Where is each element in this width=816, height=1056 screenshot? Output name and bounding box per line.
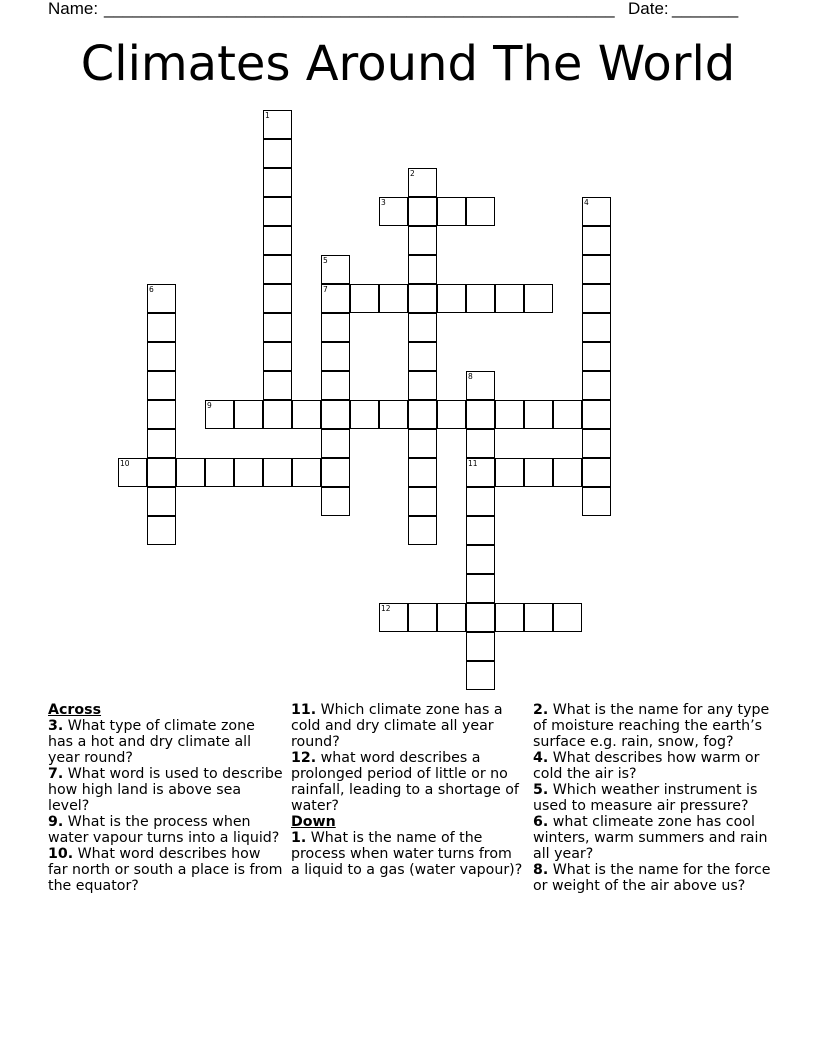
grid-cell[interactable] — [466, 400, 495, 429]
grid-cell[interactable] — [263, 284, 292, 313]
clue-down-4 — [533, 750, 771, 782]
grid-cell[interactable] — [553, 603, 582, 632]
clue-number: 7. — [48, 766, 64, 782]
grid-cell[interactable] — [437, 284, 466, 313]
grid-cell[interactable] — [118, 458, 147, 487]
date-label: Date: — [628, 0, 669, 18]
clue-number: 9. — [48, 814, 64, 830]
clue-number: 2. — [533, 702, 549, 718]
grid-cell[interactable] — [553, 400, 582, 429]
grid-cell[interactable] — [321, 487, 350, 516]
grid-cell[interactable] — [321, 284, 350, 313]
clue-across-3 — [48, 718, 283, 766]
clue-down-8 — [533, 862, 771, 894]
grid-cell[interactable] — [263, 313, 292, 342]
grid-cell[interactable] — [321, 429, 350, 458]
grid-cell[interactable] — [350, 284, 379, 313]
grid-cell[interactable] — [321, 371, 350, 400]
grid-cell[interactable] — [408, 226, 437, 255]
grid-cell[interactable] — [263, 255, 292, 284]
grid-cell[interactable] — [466, 632, 495, 661]
cell-number: 6 — [149, 285, 154, 294]
grid-cell[interactable] — [408, 255, 437, 284]
cell-number: 10 — [120, 459, 130, 468]
grid-cell[interactable] — [408, 429, 437, 458]
grid-cell[interactable] — [379, 603, 408, 632]
grid-cell[interactable] — [205, 400, 234, 429]
grid-cell[interactable] — [524, 400, 553, 429]
grid-cell[interactable] — [437, 400, 466, 429]
clue-across-10 — [48, 846, 283, 894]
grid-cell[interactable] — [408, 342, 437, 371]
grid-cell[interactable] — [205, 458, 234, 487]
grid-cell[interactable] — [582, 284, 611, 313]
clue-down-1 — [291, 830, 523, 878]
grid-cell[interactable] — [466, 574, 495, 603]
clue-number: 1. — [291, 830, 307, 846]
cell-number: 4 — [584, 198, 589, 207]
cell-number: 11 — [468, 459, 478, 468]
grid-cell[interactable] — [263, 168, 292, 197]
grid-cell[interactable] — [321, 313, 350, 342]
grid-cell[interactable] — [466, 661, 495, 690]
grid-cell[interactable] — [263, 342, 292, 371]
grid-cell[interactable] — [582, 342, 611, 371]
grid-cell[interactable] — [321, 458, 350, 487]
grid-cell[interactable] — [582, 313, 611, 342]
grid-cell[interactable] — [147, 313, 176, 342]
grid-cell[interactable] — [350, 400, 379, 429]
clue-number: 12. — [291, 750, 317, 766]
grid-cell[interactable] — [147, 371, 176, 400]
clue-column-1 — [48, 702, 283, 894]
cell-number: 7 — [323, 285, 328, 294]
clue-number: 5. — [533, 782, 549, 798]
name-label: Name: — [48, 0, 99, 18]
grid-cell[interactable] — [408, 487, 437, 516]
grid-cell[interactable] — [263, 139, 292, 168]
clue-number: 10. — [48, 846, 74, 862]
grid-cell[interactable] — [379, 197, 408, 226]
grid-cell[interactable] — [263, 371, 292, 400]
grid-cell[interactable] — [147, 342, 176, 371]
grid-cell[interactable] — [582, 400, 611, 429]
grid-cell[interactable] — [582, 458, 611, 487]
grid-cell[interactable] — [408, 168, 437, 197]
grid-cell[interactable] — [582, 226, 611, 255]
grid-cell[interactable] — [582, 197, 611, 226]
cell-number: 9 — [207, 401, 212, 410]
grid-cell[interactable] — [524, 458, 553, 487]
clue-down-2 — [533, 702, 771, 750]
clue-column-3 — [533, 702, 771, 894]
clue-across-7 — [48, 766, 283, 814]
grid-cell[interactable] — [466, 516, 495, 545]
clue-text: what word describes a prolonged period of little or no rainfall, leading to a shortage of water? — [291, 750, 519, 814]
grid-cell[interactable] — [466, 545, 495, 574]
grid-cell[interactable] — [466, 487, 495, 516]
grid-cell[interactable] — [234, 400, 263, 429]
clue-column-2 — [291, 702, 523, 878]
clue-text: What type of climate zone has a hot and dry climate all year round? — [48, 718, 255, 766]
date-line: _______ — [672, 0, 739, 18]
grid-cell[interactable] — [524, 603, 553, 632]
grid-cell[interactable] — [292, 458, 321, 487]
grid-cell[interactable] — [495, 284, 524, 313]
grid-cell[interactable] — [147, 516, 176, 545]
clue-number: 8. — [533, 862, 549, 878]
grid-cell[interactable] — [466, 458, 495, 487]
grid-cell[interactable] — [147, 429, 176, 458]
clue-number: 3. — [48, 718, 64, 734]
grid-cell[interactable] — [147, 400, 176, 429]
grid-cell[interactable] — [466, 603, 495, 632]
grid-cell[interactable] — [495, 400, 524, 429]
grid-cell[interactable] — [437, 603, 466, 632]
grid-cell[interactable] — [408, 197, 437, 226]
grid-cell[interactable] — [234, 458, 263, 487]
clue-across-12 — [291, 750, 523, 814]
grid-cell[interactable] — [263, 226, 292, 255]
clue-down-6 — [533, 814, 771, 862]
grid-cell[interactable] — [466, 197, 495, 226]
grid-cell[interactable] — [495, 603, 524, 632]
clue-across-9 — [48, 814, 283, 846]
down-heading: Down — [291, 814, 336, 830]
grid-cell[interactable] — [263, 400, 292, 429]
clue-across-11 — [291, 702, 523, 750]
clue-number: 6. — [533, 814, 549, 830]
clue-text: What word describes how far north or south a place is from the equator? — [48, 846, 283, 894]
grid-cell[interactable] — [466, 371, 495, 400]
clue-text: What describes how warm or cold the air is? — [533, 750, 760, 782]
name-line: ______________________________________________________ — [104, 0, 615, 18]
grid-cell[interactable] — [437, 197, 466, 226]
grid-cell[interactable] — [408, 313, 437, 342]
grid-cell[interactable] — [408, 603, 437, 632]
cell-number: 8 — [468, 372, 473, 381]
grid-cell[interactable] — [321, 400, 350, 429]
grid-cell[interactable] — [582, 255, 611, 284]
cell-number: 3 — [381, 198, 386, 207]
cell-number: 1 — [265, 111, 270, 120]
grid-cell[interactable] — [408, 458, 437, 487]
grid-cell[interactable] — [524, 284, 553, 313]
grid-cell[interactable] — [582, 429, 611, 458]
clue-text: What is the process when water vapour turns into a liquid? — [48, 814, 280, 846]
clue-text: What is the name for any type of moisture reaching the earth’s surface e.g. rain, snow, fog? — [533, 702, 770, 750]
grid-cell[interactable] — [379, 284, 408, 313]
cell-number: 5 — [323, 256, 328, 265]
grid-cell[interactable] — [553, 458, 582, 487]
grid-cell[interactable] — [466, 429, 495, 458]
grid-cell[interactable] — [408, 516, 437, 545]
across-heading: Across — [48, 702, 102, 718]
grid-cell[interactable] — [263, 197, 292, 226]
clue-number: 4. — [533, 750, 549, 766]
clue-text: What is the name of the process when water turns from a liquid to a gas (water vapour)? — [291, 830, 523, 878]
grid-cell[interactable] — [582, 371, 611, 400]
grid-cell[interactable] — [292, 400, 321, 429]
grid-cell[interactable] — [147, 487, 176, 516]
cell-number: 2 — [410, 169, 415, 178]
grid-cell[interactable] — [321, 255, 350, 284]
grid-cell[interactable] — [379, 400, 408, 429]
grid-cell[interactable] — [495, 458, 524, 487]
clue-text: what climeate zone has cool winters, warm summers and rain all year? — [533, 814, 768, 862]
grid-cell[interactable] — [408, 371, 437, 400]
grid-cell[interactable] — [176, 458, 205, 487]
clue-text: What word is used to describe how high land is above sea level? — [48, 766, 283, 814]
grid-cell[interactable] — [582, 487, 611, 516]
clue-text: Which weather instrument is used to measure air pressure? — [533, 782, 758, 814]
grid-cell[interactable] — [147, 284, 176, 313]
grid-cell[interactable] — [263, 110, 292, 139]
grid-cell[interactable] — [321, 342, 350, 371]
clue-down-5 — [533, 782, 771, 814]
grid-cell[interactable] — [408, 284, 437, 313]
clue-text: Which climate zone has a cold and dry climate all year round? — [291, 702, 503, 750]
grid-cell[interactable] — [147, 458, 176, 487]
grid-cell[interactable] — [263, 458, 292, 487]
grid-cell[interactable] — [466, 284, 495, 313]
grid-cell[interactable] — [408, 400, 437, 429]
puzzle-title: Climates Around The World — [80, 36, 736, 92]
clue-text: What is the name for the force or weight of the air above us? — [533, 862, 771, 894]
clue-number: 11. — [291, 702, 317, 718]
cell-number: 12 — [381, 604, 391, 613]
